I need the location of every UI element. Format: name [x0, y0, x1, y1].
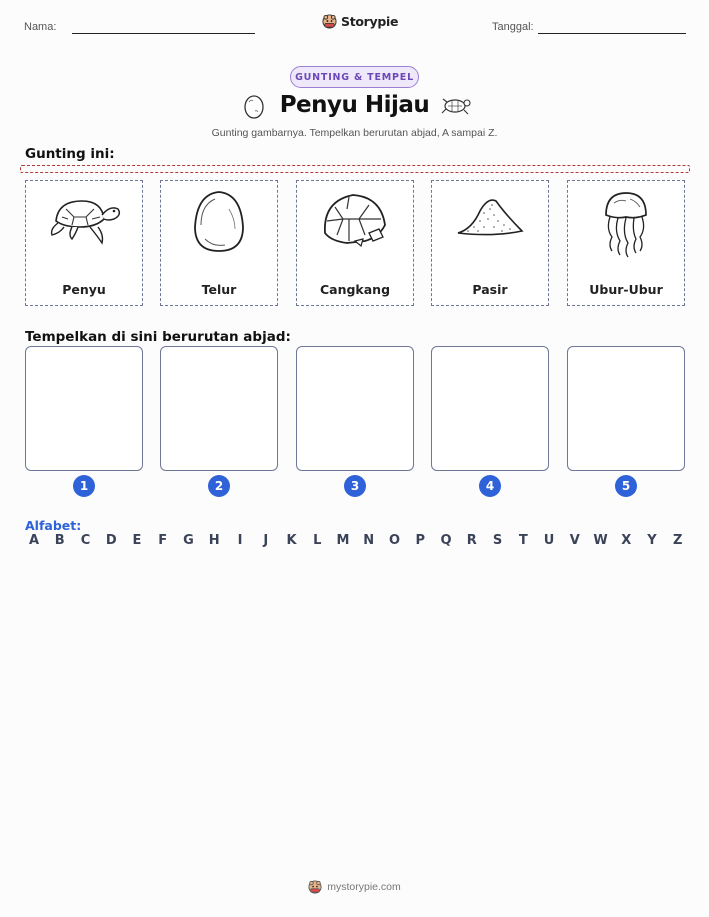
slot-number-3: 3	[344, 475, 366, 497]
alphabet-letter: G	[183, 533, 194, 548]
paste-section-title: Tempelkan di sini berurutan abjad:	[25, 329, 291, 345]
card-label: Telur	[201, 282, 237, 297]
turtle-icon	[46, 189, 122, 249]
alphabet-letter: Z	[673, 533, 683, 548]
footer	[0, 880, 709, 894]
brand-name: Storypie	[341, 14, 399, 29]
alphabet-letter: R	[466, 533, 477, 548]
alphabet-letter: F	[158, 533, 168, 548]
card-label: Cangkang	[319, 282, 391, 297]
brand-logo	[322, 14, 398, 29]
alphabet-letter: U	[543, 533, 555, 548]
cut-section-title: Gunting ini:	[25, 146, 115, 162]
turtle-icon	[440, 94, 472, 116]
alphabet-letter: P	[415, 533, 426, 548]
shell-icon	[319, 189, 391, 251]
alphabet-title: Alfabet:	[25, 518, 82, 533]
card-label: Pasir	[472, 282, 508, 297]
alphabet-letter: L	[313, 533, 322, 548]
storypie-mascot-icon	[308, 880, 322, 894]
sand-icon	[454, 191, 526, 239]
alphabet-letter: A	[28, 533, 40, 548]
storypie-mascot-icon	[322, 14, 337, 29]
alphabet-letter: X	[621, 533, 632, 548]
footer-url[interactable]: mystorypie.com	[327, 881, 401, 893]
alphabet-letter: V	[569, 533, 580, 548]
card-label: Ubur-Ubur	[589, 282, 663, 297]
slot-number-4: 4	[479, 475, 501, 497]
alphabet-letter: Y	[647, 533, 657, 548]
instructions: Gunting gambarnya. Tempelkan berurutan abjad, A sampai Z.	[211, 127, 498, 139]
alphabet-letter: Q	[440, 533, 452, 548]
name-field[interactable]	[72, 33, 255, 34]
alphabet-letter: C	[80, 533, 91, 548]
paste-slot-4[interactable]	[431, 346, 549, 471]
paste-slot-3[interactable]	[296, 346, 414, 471]
paste-slot-5[interactable]	[567, 346, 685, 471]
alphabet-letter: N	[363, 533, 375, 548]
page-title: Penyu Hijau	[279, 92, 430, 118]
date-field[interactable]	[538, 33, 686, 34]
alphabet-letter: W	[593, 533, 608, 548]
alphabet-letter: S	[492, 533, 503, 548]
slot-number-2: 2	[208, 475, 230, 497]
alphabet-letter: M	[336, 533, 350, 548]
cut-card-telur[interactable]	[160, 180, 278, 306]
alphabet-letter: D	[105, 533, 117, 548]
alphabet-letter: K	[286, 533, 297, 548]
slot-number-1: 1	[73, 475, 95, 497]
egg-icon	[189, 189, 249, 255]
cut-card-cangkang[interactable]	[296, 180, 414, 306]
alphabet-letter: B	[54, 533, 65, 548]
alphabet-letter: E	[132, 533, 142, 548]
slot-number-5: 5	[615, 475, 637, 497]
cut-card-ubur-ubur[interactable]	[567, 180, 685, 306]
cut-card-penyu[interactable]	[25, 180, 143, 306]
date-label: Tanggal:	[492, 21, 534, 33]
alphabet-letter: H	[208, 533, 220, 548]
jellyfish-icon	[600, 189, 652, 259]
alphabet-letter: I	[237, 533, 243, 548]
name-label: Nama:	[24, 21, 57, 33]
activity-badge: GUNTING & TEMPEL	[290, 66, 419, 88]
paste-slot-1[interactable]	[25, 346, 143, 471]
card-label: Penyu	[62, 282, 106, 297]
paste-slot-2[interactable]	[160, 346, 278, 471]
alphabet-row	[26, 533, 686, 548]
cut-card-pasir[interactable]	[431, 180, 549, 306]
alphabet-letter: T	[518, 533, 528, 548]
alphabet-letter: O	[388, 533, 401, 548]
cut-line	[20, 165, 690, 173]
alphabet-letter: J	[263, 533, 269, 548]
